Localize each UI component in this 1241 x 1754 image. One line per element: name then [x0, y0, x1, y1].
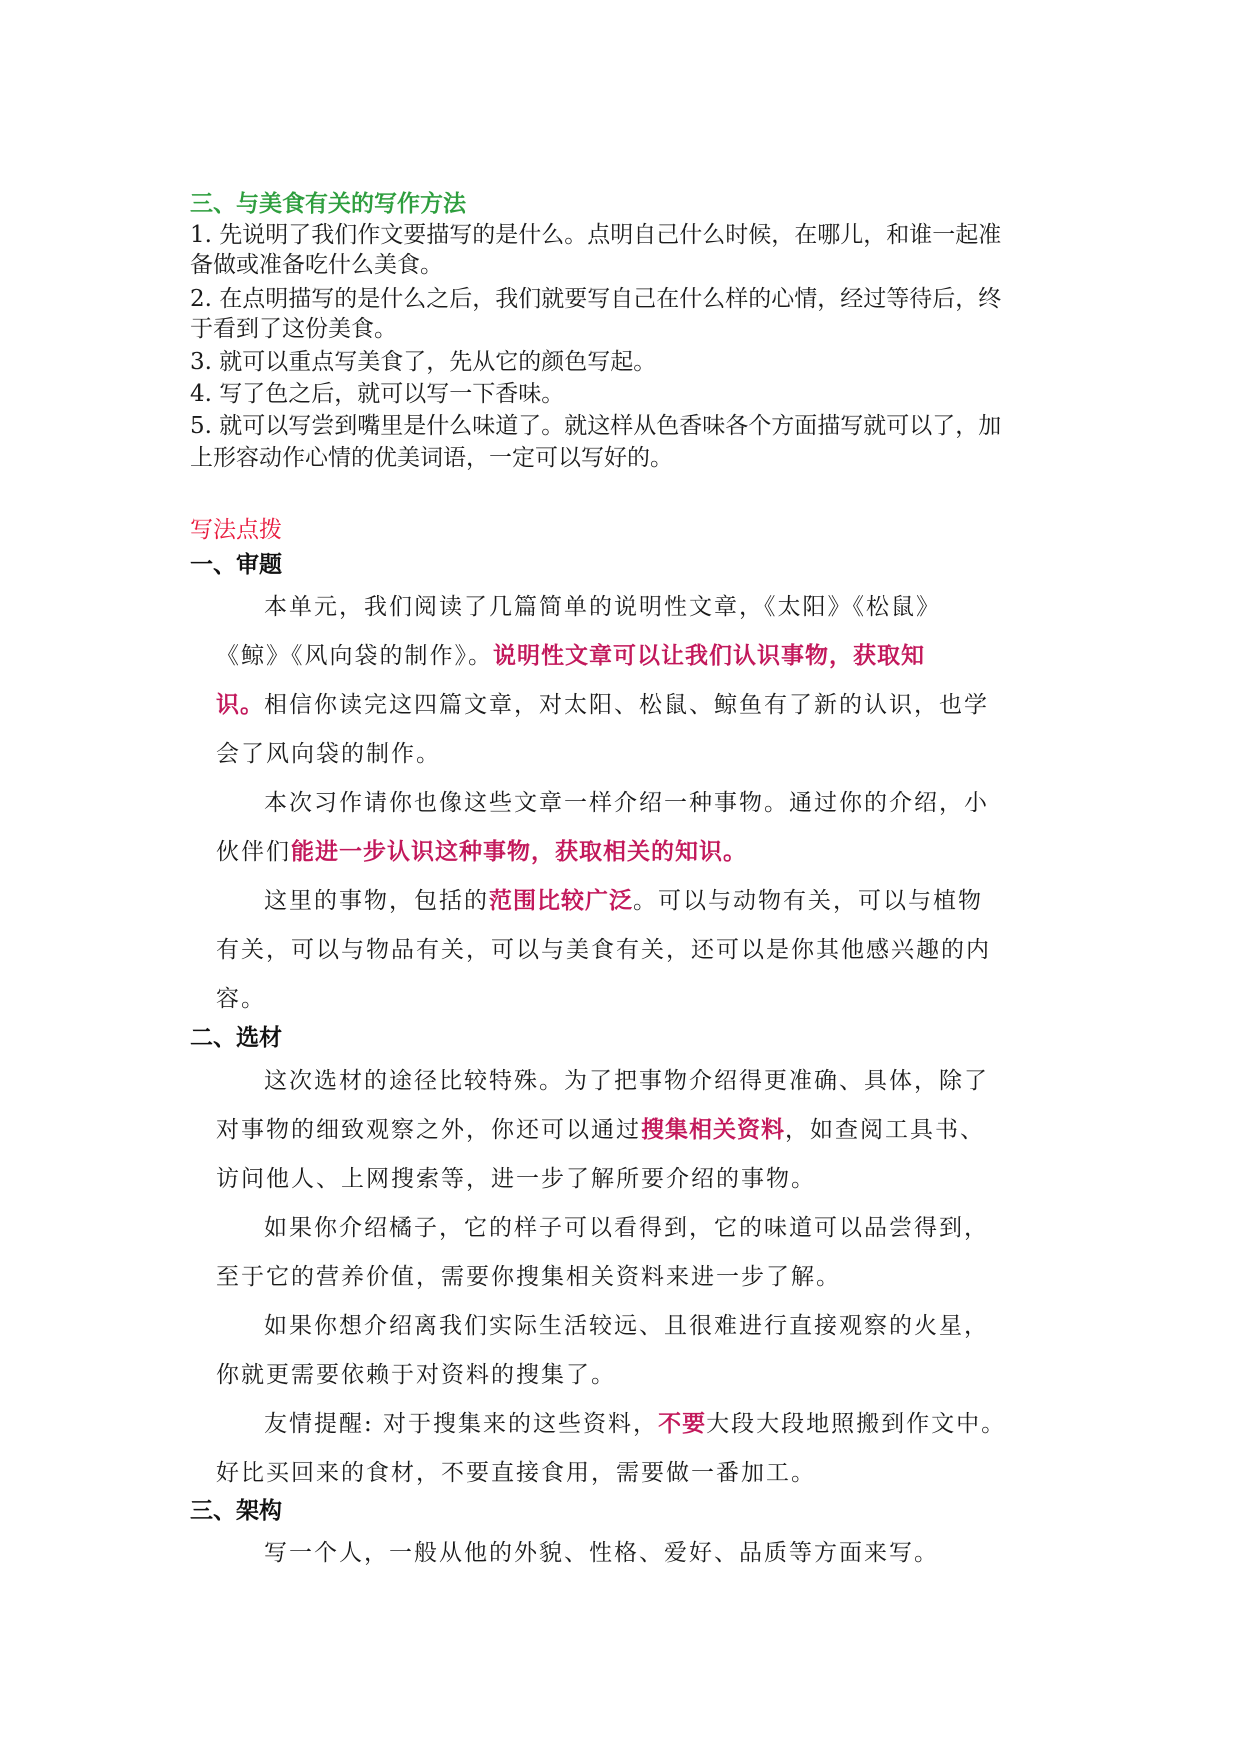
list-item-line: 上形容动作心情的优美词语，一定可以写好的。 [190, 445, 673, 471]
list-item-line: 5. 就可以写尝到嘴里是什么味道了。就这样从色香味各个方面描写就可以了，加 [190, 413, 1002, 439]
text-run: ，如查阅工具书、 [785, 1117, 985, 1143]
list-item-line: 于看到了这份美食。 [190, 316, 397, 342]
paragraph-line [264, 1409, 1006, 1439]
list-item-line: 2. 在点明描写的是什么之后，我们就要写自己在什么样的心情，经过等待后，终 [190, 286, 1002, 312]
paragraph-line [216, 641, 925, 671]
paragraph-line: 如果你介绍橘子，它的样子可以看得到，它的味道可以品尝得到， [264, 1215, 989, 1241]
paragraph-line [264, 886, 983, 916]
text-run: 伙伴们 [216, 839, 291, 865]
section-title-writing-tips: 写法点拨 [190, 517, 282, 543]
text-run: 这里的事物，包括的 [264, 888, 489, 914]
paragraph-line: 访问他人、上网搜索等，进一步了解所要介绍的事物。 [216, 1166, 816, 1192]
text-run: 友情提醒: 对于搜集来的这些资料， [264, 1411, 659, 1437]
paragraph-line [216, 1115, 985, 1145]
paragraph-line: 如果你想介绍离我们实际生活较远、且很难进行直接观察的火星， [264, 1313, 989, 1339]
subheading-material-selection: 二、选材 [190, 1025, 282, 1051]
paragraph-line: 至于它的营养价值，需要你搜集相关资料来进一步了解。 [216, 1264, 841, 1290]
text-run: 对事物的细致观察之外，你还可以通过 [216, 1117, 641, 1143]
highlight-text: 搜集相关资料 [641, 1117, 785, 1143]
paragraph-line: 容。 [216, 986, 266, 1012]
paragraph-line: 这次选材的途径比较特殊。为了把事物介绍得更准确、具体，除了 [264, 1068, 989, 1094]
subheading-topic-review: 一、审题 [190, 552, 282, 578]
paragraph-line [216, 837, 747, 867]
highlight-text: 说明性文章可以让我们认识事物，获取知 [493, 643, 925, 669]
list-item-line: 备做或准备吃什么美食。 [190, 252, 443, 278]
text-run: 《鲸》《风向袋的制作》。 [216, 643, 493, 669]
section-heading-food-writing: 三、与美食有关的写作方法 [190, 191, 466, 217]
highlight-text: 识。 [216, 692, 264, 718]
list-item-line: 4. 写了色之后，就可以写一下香味。 [190, 381, 565, 407]
paragraph-line: 本单元，我们阅读了几篇简单的说明性文章，《太阳》《松鼠》 [264, 594, 941, 620]
paragraph-line: 你就更需要依赖于对资料的搜集了。 [216, 1362, 616, 1388]
paragraph-line: 本次习作请你也像这些文章一样介绍一种事物。通过你的介绍，小 [264, 790, 989, 816]
text-run: 大段大段地照搬到作文中。 [706, 1411, 1007, 1437]
paragraph-line: 有关，可以与物品有关，可以与美食有关，还可以是你其他感兴趣的内 [216, 937, 991, 963]
highlight-text: 不要 [658, 1411, 707, 1437]
paragraph-line: 写一个人，一般从他的外貌、性格、爱好、品质等方面来写。 [264, 1540, 939, 1566]
text-run: 。可以与动物有关，可以与植物 [633, 888, 983, 914]
subheading-structure: 三、架构 [190, 1498, 282, 1524]
text-run: 相信你读完这四篇文章，对太阳、松鼠、鲸鱼有了新的认识，也学 [264, 692, 989, 718]
list-item-line: 1. 先说明了我们作文要描写的是什么。点明自己什么时候，在哪儿，和谁一起准 [190, 222, 1002, 248]
paragraph-line: 会了风向袋的制作。 [216, 741, 441, 767]
highlight-text: 范围比较广泛 [489, 888, 633, 914]
highlight-text: 能进一步认识这种事物，获取相关的知识。 [291, 839, 747, 865]
list-item-line: 3. 就可以重点写美食了，先从它的颜色写起。 [190, 349, 657, 375]
paragraph-line [216, 690, 989, 720]
paragraph-line: 好比买回来的食材，不要直接食用，需要做一番加工。 [216, 1460, 816, 1486]
